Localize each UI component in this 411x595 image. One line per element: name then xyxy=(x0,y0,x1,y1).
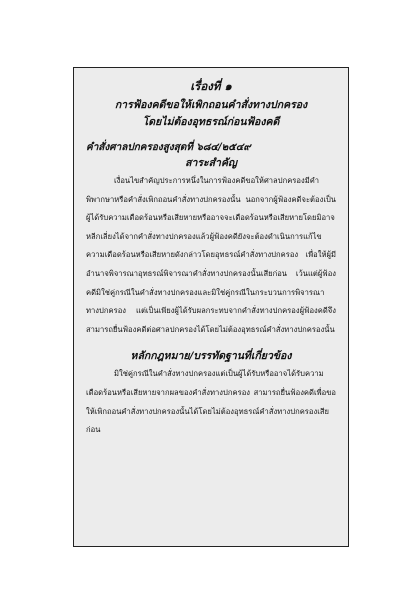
story-number: เรื่องที่ ๑ xyxy=(190,79,232,93)
document-title-line-1: การฟ้องคดีขอให้เพิกถอนคำสั่งทางปกครอง xyxy=(114,99,308,111)
court-order-number: คำสั่งศาลปกครองสูงสุดที่ ๖๘๔/๒๕๔๙ xyxy=(86,142,251,153)
legal-principle-heading: หลักกฎหมาย/บรรทัดฐานที่เกี่ยวข้อง xyxy=(130,350,292,363)
document-title-line-2: โดยไม่ต้องอุทธรณ์ก่อนฟ้องคดี xyxy=(142,116,280,128)
summary-heading: สาระสำคัญ xyxy=(185,157,237,169)
legal-principle-paragraph: มิใช่คู่กรณีในคำสั่งทางปกครองแต่เป็นผู้ได้รับหรืออาจได้รับความเดือดร้อนหรือเสียหายจากผลของคำสั่งทางปกครอง สามารถยื่นฟ้องคดีเพื่อขอให้เพิกถอนคำสั่งทางปกครองนั้นได้โดยไม่ต้องอุทธรณ์คำสั่งทางปกครองเสียก่อน xyxy=(86,369,336,435)
title-block xyxy=(86,78,336,131)
document-page xyxy=(73,67,349,547)
summary-paragraph: เงื่อนไขสำคัญประการหนึ่งในการฟ้องคดีขอให้ศาลปกครองมีคำพิพากษาหรือคำสั่งเพิกถอนคำสั่งทางปกครองนั้น นอกจากผู้ฟ้องคดีจะต้องเป็นผู้ได้รับความเดือดร้อนหรือเสียหายหรืออาจจะเดือดร้อนหรือเสียหายโดยมิอาจหลีกเลี่ยงได้จากคำสั่งทางปกครองแล้วผู้ฟ้องคดียังจะต้องดำเนินการแก้ไขความเดือดร้อนหรือเสียหายดังกล่าวโดยอุทธรณ์คำสั่งทางปกครอง เพื่อให้ผู้มีอำนาจพิจารณาอุทธรณ์พิจารณาคำสั่งทางปกครองนั้นเสียก่อน เว้นแต่ผู้ฟ้องคดีมิใช่คู่กรณีในคำสั่งทางปกครองและมิใช่คู่กรณีในกระบวนการพิจารณาทางปกครอง แต่เป็นเพียงผู้ได้รับผลกระทบจากคำสั่งทางปกครองผู้ฟ้องคดีจึงสามารถยื่นฟ้องคดีต่อศาลปกครองได้โดยไม่ต้องอุทธรณ์คำสั่งทางปกครองนั้น xyxy=(86,176,336,334)
